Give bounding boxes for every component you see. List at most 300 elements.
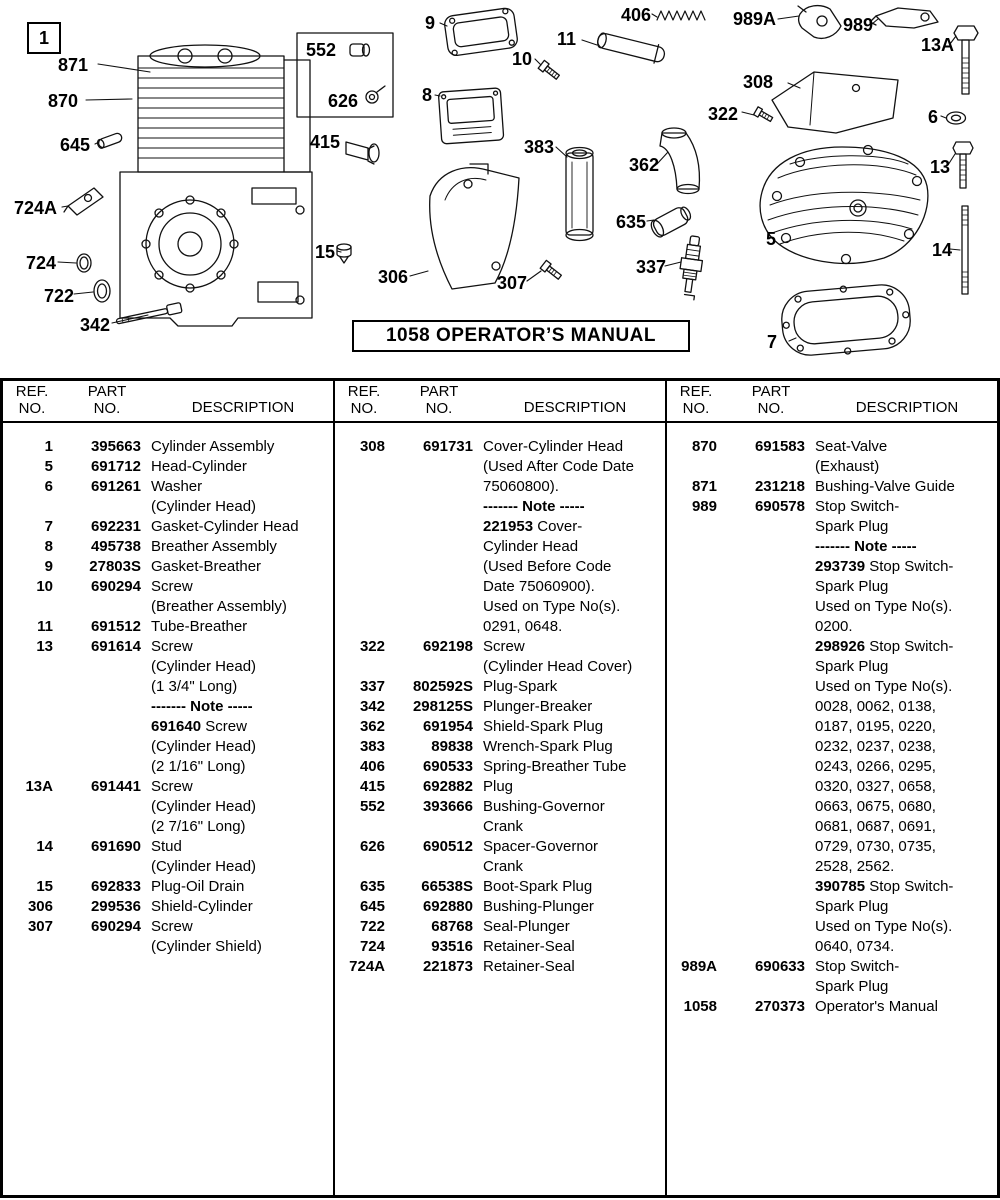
description-cell: Boot-Spark Plug (483, 878, 593, 895)
table-row (667, 837, 997, 857)
diagram-label-635: 635 (616, 212, 647, 232)
part-no-cell: 299536 (90, 898, 141, 915)
description-cell: Screw (151, 578, 193, 595)
description-cell: 0243, 0266, 0295, (815, 758, 936, 775)
ref-no-cell (3, 797, 53, 817)
description-cell: Stop Switch- (815, 498, 900, 515)
table-row (667, 977, 997, 997)
table-row (667, 457, 997, 477)
table-row (3, 597, 333, 617)
table-row (3, 557, 333, 577)
description-cell: 0232, 0237, 0238, (815, 738, 936, 755)
ref-no-cell: 552 (359, 798, 385, 815)
part-no-cell: 27803S (89, 558, 141, 575)
diagram-label-13: 13 (930, 157, 951, 177)
ref-no-cell (3, 677, 53, 697)
table-header (335, 381, 665, 423)
ref-no-cell (667, 697, 717, 717)
diagram-label-13A: 13A (921, 35, 955, 55)
ref-no-cell (3, 657, 53, 677)
table-row (335, 577, 665, 597)
part-no-cell (53, 717, 141, 737)
table-row (335, 597, 665, 617)
part-no-cell (385, 517, 473, 537)
part-no-cell (717, 637, 805, 657)
part-no-cell (717, 897, 805, 917)
table-row (3, 737, 333, 757)
table-row (335, 757, 665, 777)
table-row (3, 437, 333, 457)
table-row (335, 697, 665, 717)
ref-no-cell: 724 (359, 938, 385, 955)
ref-no-cell: 337 (359, 678, 385, 695)
part-no-cell (53, 677, 141, 697)
operators-manual-box (352, 320, 690, 352)
description-cell: Bushing-Plunger (483, 898, 594, 915)
part-no-cell (385, 457, 473, 477)
description-cell: 298926 Stop Switch- (815, 638, 954, 655)
exploded-diagram (0, 0, 1000, 378)
ref-no-cell: 383 (359, 738, 385, 755)
part-no-cell (385, 657, 473, 677)
part-no-cell (717, 797, 805, 817)
ref-no-cell (335, 477, 385, 497)
description-cell: Wrench-Spark Plug (483, 738, 613, 755)
ref-no-cell: 307 (27, 918, 53, 935)
description-cell: Screw (151, 778, 193, 795)
diagram-label-415: 415 (310, 132, 341, 152)
description-cell: Cylinder Assembly (151, 438, 275, 455)
description-cell: Washer (151, 478, 203, 495)
ref-no-cell (667, 457, 717, 477)
part-no-cell (717, 877, 805, 897)
description-cell: Screw (151, 638, 193, 655)
table-column-2 (335, 381, 667, 1195)
table-body (335, 423, 665, 977)
description-cell: Stud (151, 838, 182, 855)
description-cell: Spring-Breather Tube (483, 758, 627, 775)
ref-no-cell: 13A (25, 778, 53, 795)
table-row (667, 917, 997, 937)
part-no-cell (717, 857, 805, 877)
part-no-cell: 690633 (754, 958, 805, 975)
ref-no-cell (3, 737, 53, 757)
description-cell: 221953 Cover- (483, 518, 583, 535)
description-cell: (Cylinder Head) (151, 858, 257, 875)
table-column-3 (667, 381, 997, 1195)
part-no-cell (717, 557, 805, 577)
description-cell: Plug (483, 778, 514, 795)
ref-no-cell: 322 (359, 638, 385, 655)
ref-no-cell (667, 537, 717, 557)
part-no-cell: 692198 (422, 638, 473, 655)
table-row (667, 897, 997, 917)
description-cell: Screw (483, 638, 525, 655)
table-row (3, 937, 333, 957)
description-cell: 0663, 0675, 0680, (815, 798, 936, 815)
part-no-cell (385, 857, 473, 877)
ref-no-cell (335, 617, 385, 637)
ref-no-cell (667, 657, 717, 677)
table-row (667, 757, 997, 777)
part-no-cell (53, 597, 141, 617)
diagram-label-342: 342 (80, 315, 111, 335)
table-row (3, 457, 333, 477)
description-cell: Tube-Breather (151, 618, 248, 635)
description-cell: 0681, 0687, 0691, (815, 818, 936, 835)
part-no-cell (717, 917, 805, 937)
ref-no-cell: 362 (359, 718, 385, 735)
description-cell: (Cylinder Head Cover) (483, 658, 633, 675)
part-no-cell (53, 737, 141, 757)
diagram-label-406: 406 (621, 5, 652, 25)
diagram-label-383: 383 (524, 137, 555, 157)
diagram-label-6: 6 (928, 107, 939, 127)
description-cell: (Used Before Code (483, 558, 612, 575)
description-cell: Retainer-Seal (483, 938, 575, 955)
part-no-cell (53, 857, 141, 877)
description-cell: (Cylinder Head) (151, 498, 257, 515)
part-no-cell (53, 657, 141, 677)
table-row (667, 777, 997, 797)
ref-no-cell: 635 (359, 878, 385, 895)
part-no-cell (717, 717, 805, 737)
table-row (667, 737, 997, 757)
ref-no-cell (335, 497, 385, 517)
ref-no-cell (667, 617, 717, 637)
part-no-cell (717, 597, 805, 617)
part-no-cell (385, 577, 473, 597)
table-row (335, 817, 665, 837)
description-cell: Date 75060900). (483, 578, 595, 595)
ref-no-cell (335, 657, 385, 677)
description-cell: 293739 Stop Switch- (815, 558, 954, 575)
table-row (667, 997, 997, 1017)
table-row (667, 797, 997, 817)
ref-no-cell (3, 937, 53, 957)
ref-no-cell: 871 (691, 478, 717, 495)
part-no-cell (53, 497, 141, 517)
diagram-label-306: 306 (378, 267, 409, 287)
table-row (335, 877, 665, 897)
part-no-cell: 690533 (422, 758, 473, 775)
part-no-cell: 68768 (431, 918, 473, 935)
part-no-cell (385, 817, 473, 837)
part-no-cell (717, 577, 805, 597)
description-cell: Gasket-Breather (151, 558, 262, 575)
description-cell: Plug-Spark (483, 678, 558, 695)
table-row (667, 617, 997, 637)
diagram-label-989: 989 (843, 15, 874, 35)
ref-no-cell (667, 777, 717, 797)
description-cell: Cover-Cylinder Head (483, 438, 624, 455)
table-row (3, 877, 333, 897)
diagram-label-552: 552 (306, 40, 337, 60)
part-no-cell: 691731 (422, 438, 473, 455)
part-no-cell: 690512 (422, 838, 473, 855)
part-no-cell (385, 537, 473, 557)
ref-no-cell: 1 (44, 438, 53, 455)
description-cell: (Cylinder Shield) (151, 938, 262, 955)
ref-no-cell: 306 (27, 898, 53, 915)
description-cell: (2 1/16" Long) (151, 758, 246, 775)
table-row (335, 437, 665, 457)
description-cell: ------- Note ----- (151, 698, 253, 715)
table-row (3, 477, 333, 497)
diagram-label-362: 362 (629, 155, 660, 175)
description-cell: Cylinder Head (483, 538, 579, 555)
part-no-cell: 692882 (422, 778, 473, 795)
table-row (667, 857, 997, 877)
part-no-cell: 395663 (90, 438, 141, 455)
table-row (335, 537, 665, 557)
ref-no-cell (667, 557, 717, 577)
description-cell: Used on Type No(s). (815, 918, 953, 935)
part-no-cell: 89838 (431, 738, 473, 755)
header-ref: REF. NO. (347, 383, 381, 417)
table-row (335, 777, 665, 797)
part-no-cell (717, 777, 805, 797)
description-cell: Bushing-Governor (483, 798, 605, 815)
part-no-cell: 691512 (90, 618, 141, 635)
ref-no-cell: 5 (44, 458, 53, 475)
diagram-label-322: 322 (708, 104, 739, 124)
description-cell: Shield-Spark Plug (483, 718, 604, 735)
header-description: DESCRIPTION (191, 399, 295, 416)
table-row (335, 517, 665, 537)
table-row (335, 617, 665, 637)
description-cell: Spark Plug (815, 658, 889, 675)
part-no-cell: 691712 (90, 458, 141, 475)
part-no-cell (53, 757, 141, 777)
description-cell: Gasket-Cylinder Head (151, 518, 299, 535)
description-cell: 0200. (815, 618, 853, 635)
ref-no-cell: 8 (44, 538, 53, 555)
part-no-cell (717, 537, 805, 557)
table-header (3, 381, 333, 423)
ref-no-cell (667, 897, 717, 917)
table-row (3, 617, 333, 637)
table-row (335, 497, 665, 517)
ref-no-cell: 989A (681, 958, 717, 975)
table-row (667, 637, 997, 657)
table-row (335, 457, 665, 477)
ref-no-cell (3, 757, 53, 777)
part-no-cell: 691954 (422, 718, 473, 735)
table-row (667, 437, 997, 457)
table-row (3, 537, 333, 557)
table-header (667, 381, 997, 423)
ref-no-cell: 9 (44, 558, 53, 575)
description-cell: Shield-Cylinder (151, 898, 253, 915)
table-row (3, 577, 333, 597)
part-no-cell (385, 477, 473, 497)
ref-no-cell: 1058 (683, 998, 717, 1015)
description-cell: Plug-Oil Drain (151, 878, 245, 895)
part-no-cell: 495738 (90, 538, 141, 555)
diagram-label-724: 724 (26, 253, 57, 273)
part-no-cell: 270373 (754, 998, 805, 1015)
table-row (335, 477, 665, 497)
ref-no-cell: 989 (691, 498, 717, 515)
ref-no-cell (667, 737, 717, 757)
part-no-cell: 691690 (90, 838, 141, 855)
table-row (335, 797, 665, 817)
part-no-cell (53, 697, 141, 717)
ref-no-cell (335, 597, 385, 617)
ref-no-cell (667, 597, 717, 617)
table-row (667, 657, 997, 677)
table-row (3, 797, 333, 817)
header-ref: REF. NO. (15, 383, 49, 417)
part-no-cell: 691261 (90, 478, 141, 495)
diagram-label-870: 870 (48, 91, 79, 111)
description-cell: Used on Type No(s). (815, 598, 953, 615)
table-row (335, 657, 665, 677)
ref-no-cell (3, 697, 53, 717)
part-no-cell (53, 797, 141, 817)
ref-no-cell (667, 977, 717, 997)
description-cell: Spark Plug (815, 978, 889, 995)
description-cell: (Breather Assembly) (151, 598, 287, 615)
table-row (3, 517, 333, 537)
part-no-cell (385, 617, 473, 637)
part-no-cell: 93516 (431, 938, 473, 955)
description-cell: (Cylinder Head) (151, 798, 257, 815)
ref-no-cell (335, 557, 385, 577)
ref-no-cell (3, 857, 53, 877)
ref-no-cell: 724A (349, 958, 385, 975)
ref-no-cell (667, 797, 717, 817)
ref-no-cell (667, 877, 717, 897)
ref-no-cell (335, 537, 385, 557)
ref-no-cell: 14 (36, 838, 53, 855)
ref-no-cell (667, 577, 717, 597)
ref-no-cell: 13 (36, 638, 53, 655)
ref-no-cell (667, 637, 717, 657)
table-row (3, 637, 333, 657)
diagram-label-10: 10 (512, 49, 533, 69)
part-no-cell: 690294 (90, 578, 141, 595)
description-cell: Screw (151, 918, 193, 935)
part-no-cell (53, 817, 141, 837)
part-no-cell: 690578 (754, 498, 805, 515)
part-no-cell (53, 937, 141, 957)
header-part: PART NO. (87, 383, 127, 417)
description-cell: Spacer-Governor (483, 838, 599, 855)
description-cell: (Cylinder Head) (151, 738, 257, 755)
ref-no-cell: 722 (359, 918, 385, 935)
part-no-cell: 802592S (412, 678, 473, 695)
part-no-cell (385, 557, 473, 577)
part-no-cell (717, 677, 805, 697)
ref-no-cell (667, 677, 717, 697)
part-no-cell: 691614 (90, 638, 141, 655)
table-body (3, 423, 333, 957)
part-no-cell (717, 517, 805, 537)
part-no-cell: 231218 (754, 478, 805, 495)
part-no-cell: 690294 (90, 918, 141, 935)
table-row (667, 517, 997, 537)
table-row (3, 857, 333, 877)
diagram-label-308: 308 (743, 72, 774, 92)
ref-no-cell: 10 (36, 578, 53, 595)
description-cell: Bushing-Valve Guide (815, 478, 955, 495)
ref-no-cell (335, 857, 385, 877)
ref-no-cell: 406 (359, 758, 385, 775)
description-cell: Spark Plug (815, 518, 889, 535)
table-row (335, 637, 665, 657)
description-cell: Seat-Valve (815, 438, 888, 455)
table-row (335, 717, 665, 737)
description-cell: 75060800). (483, 478, 559, 495)
diagram-label-626: 626 (328, 91, 359, 111)
part-no-cell (717, 457, 805, 477)
description-cell: 0187, 0195, 0220, (815, 718, 936, 735)
description-cell: Seal-Plunger (483, 918, 570, 935)
description-cell: Breather Assembly (151, 538, 277, 555)
description-cell: Plunger-Breaker (483, 698, 593, 715)
description-cell: Spark Plug (815, 578, 889, 595)
diagram-label-645: 645 (60, 135, 91, 155)
table-row (335, 557, 665, 577)
table-row (3, 757, 333, 777)
table-row (667, 557, 997, 577)
table-row (667, 817, 997, 837)
diagram-label-5: 5 (766, 229, 777, 249)
part-no-cell: 221873 (422, 958, 473, 975)
diagram-label-989A: 989A (733, 9, 777, 29)
ref-no-cell (3, 717, 53, 737)
description-cell: 0320, 0327, 0658, (815, 778, 936, 795)
table-row (667, 957, 997, 977)
part-no-cell: 692231 (90, 518, 141, 535)
table-row (3, 817, 333, 837)
description-cell: Crank (483, 858, 524, 875)
operators-manual-label: 1058 OPERATOR’S MANUAL (385, 325, 656, 346)
part-no-cell: 691441 (90, 778, 141, 795)
table-row (3, 677, 333, 697)
table-row (667, 577, 997, 597)
description-cell: ------- Note ----- (483, 498, 585, 515)
ref-no-cell (667, 937, 717, 957)
diagram-label-9: 9 (425, 13, 436, 33)
description-cell: 390785 Stop Switch- (815, 878, 954, 895)
table-row (667, 717, 997, 737)
ref-no-cell (667, 917, 717, 937)
table-row (335, 857, 665, 877)
description-cell: 0028, 0062, 0138, (815, 698, 936, 715)
diagram-label-722: 722 (44, 286, 75, 306)
ref-no-cell (667, 757, 717, 777)
ref-no-cell (3, 817, 53, 837)
ref-no-cell (335, 457, 385, 477)
part-no-cell: 692833 (90, 878, 141, 895)
part-no-cell: 692880 (422, 898, 473, 915)
table-row (335, 737, 665, 757)
table-row (3, 657, 333, 677)
table-row (3, 897, 333, 917)
description-cell: Used on Type No(s). (815, 678, 953, 695)
table-row (335, 897, 665, 917)
diagram-label-14: 14 (932, 240, 953, 260)
table-row (3, 497, 333, 517)
description-cell: Operator's Manual (815, 998, 938, 1015)
ref-no-cell (335, 577, 385, 597)
description-cell: (2 7/16" Long) (151, 818, 246, 835)
ref-no-cell: 415 (359, 778, 385, 795)
part-no-cell (385, 597, 473, 617)
